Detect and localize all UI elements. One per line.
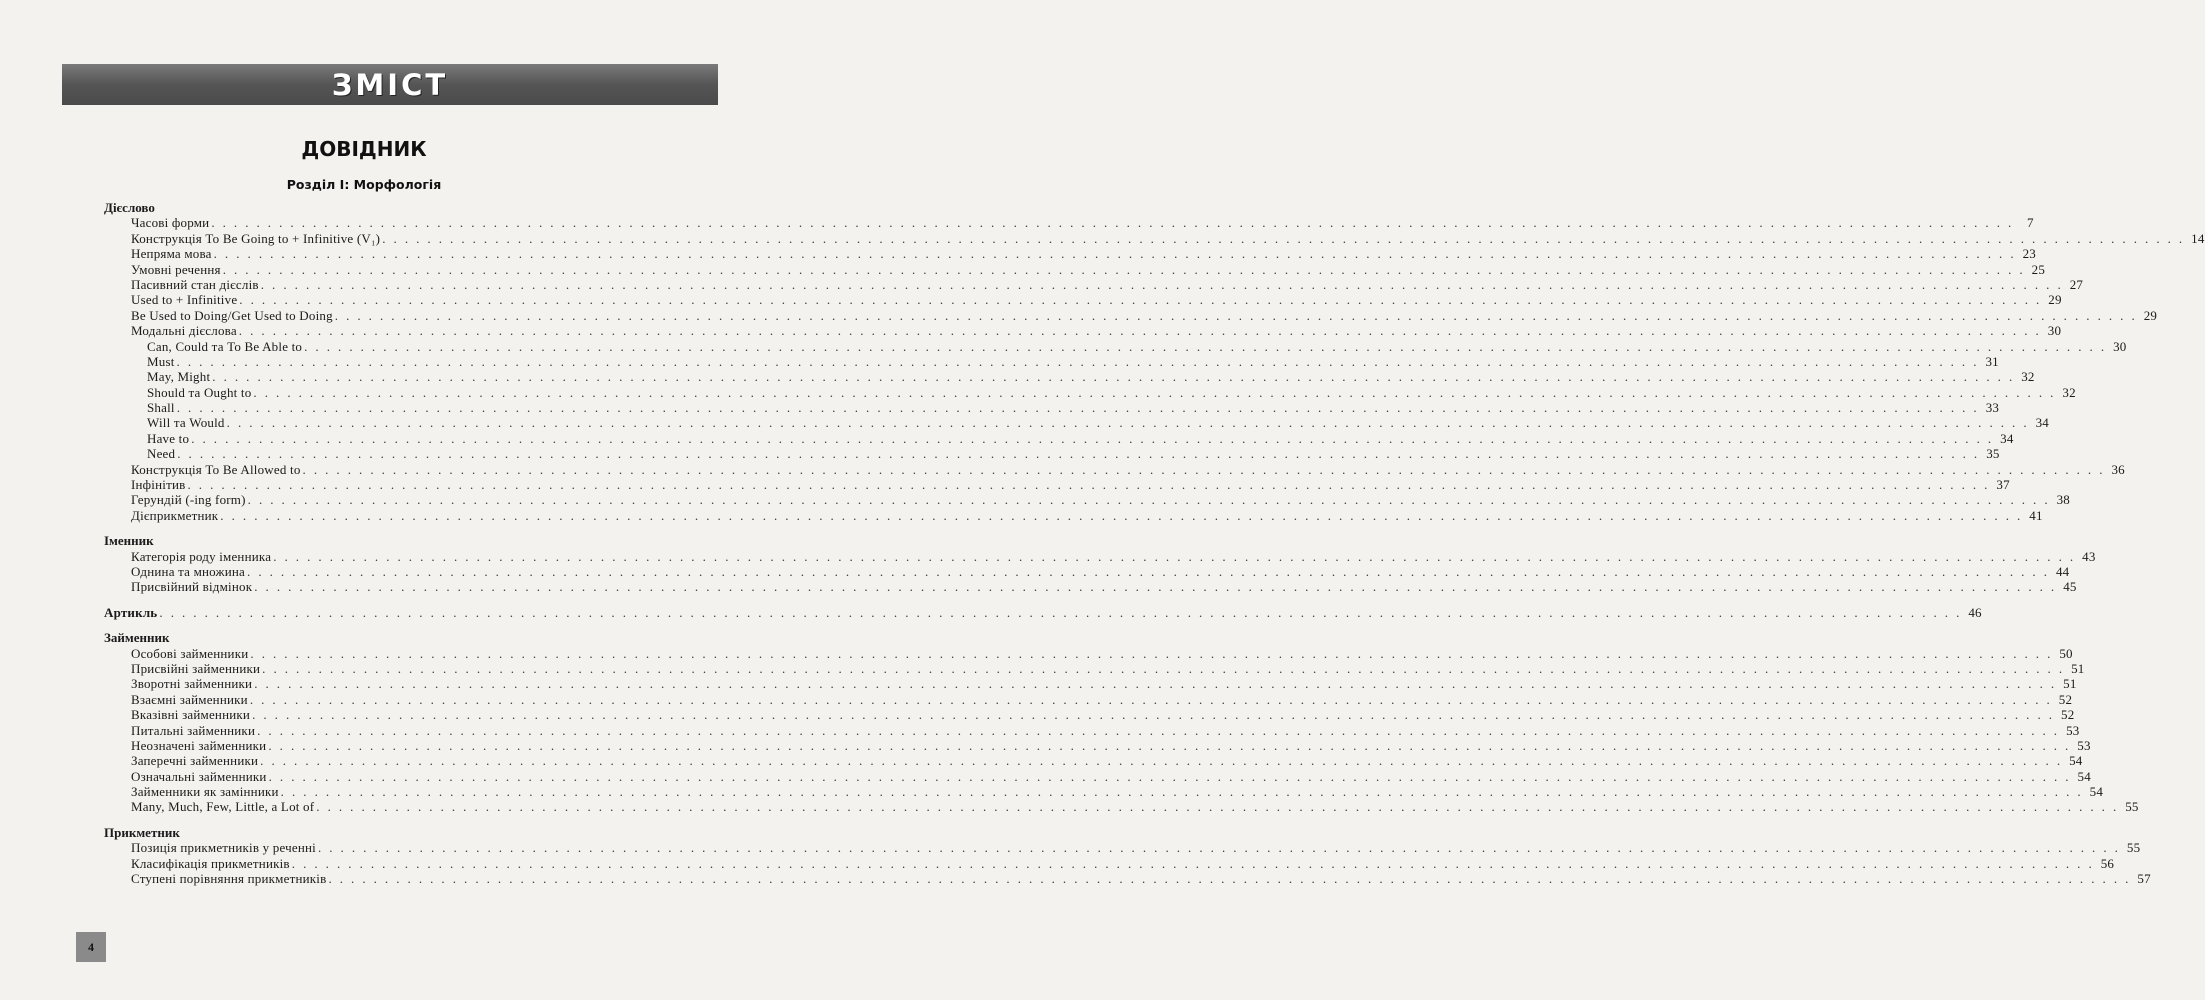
toc-entry-title: Must bbox=[147, 353, 175, 369]
toc-entry-title: Used to + Infinitive bbox=[131, 292, 238, 308]
toc-entry-title: Займенники як замінники bbox=[131, 784, 279, 800]
toc-entry-page: 46 bbox=[1968, 604, 1982, 620]
toc-entry-page: 37 bbox=[1996, 477, 2010, 493]
toc-entry-page: 54 bbox=[2069, 753, 2083, 769]
toc-entry-title: Can, Could та To Be Able to bbox=[147, 338, 303, 354]
toc-entry-title: Конструкція To Be Going to + Infinitive (V₁) bbox=[131, 230, 381, 246]
toc-entry-title: Однина та множина bbox=[131, 563, 246, 579]
toc-entry[interactable] bbox=[104, 737, 2091, 753]
toc-entry-page: 23 bbox=[2022, 246, 2036, 262]
toc-entry[interactable] bbox=[104, 768, 2091, 784]
dot-leader: . . . . . . . . . . . . . . . . . . . . . . . . . . . . . . . . . . . . . . . . . . . . . . . . . . . . . . . . . . . . . . . . . . . . . . . . . . . . . . . . . . . . . . . . . . . . . . . . . . . . . . . . . . . . . . . . . . . . . . . . . . . . . . . . . . . . . . . . . . . . . . . . . . . . . . . . . . . . . . . . bbox=[253, 384, 2056, 400]
toc-group-title: Дієслово bbox=[104, 200, 155, 215]
toc-entry-page: 32 bbox=[2062, 384, 2076, 400]
toc-entry-title: Зворотні займенники bbox=[131, 676, 253, 692]
page-title: ЗМІСТ bbox=[331, 67, 449, 102]
toc-entry-title: Shall bbox=[147, 400, 175, 416]
toc-entry[interactable] bbox=[104, 215, 2034, 231]
dot-leader: . . . . . . . . . . . . . . . . . . . . . . . . . . . . . . . . . . . . . . . . . . . . . . . . . . . . . . . . . . . . . . . . . . . . . . . . . . . . . . . . . . . . . . . . . . . . . . . . . . . . . . . . . . . . . . . . . . . . . . . . . . . . . . . . . . . . . . . . . . . . . . . . . . . . . . . . . . . . . . . . bbox=[268, 768, 2071, 784]
toc-entry-page: 35 bbox=[1986, 446, 2000, 462]
toc-entry-page: 51 bbox=[2071, 660, 2085, 676]
toc-entry-page: 52 bbox=[2061, 707, 2075, 723]
toc-entry[interactable] bbox=[104, 492, 2070, 508]
dot-leader: . . . . . . . . . . . . . . . . . . . . . . . . . . . . . . . . . . . . . . . . . . . . . . . . . . . . . . . . . . . . . . . . . . . . . . . . . . . . . . . . . . . . . . . . . . . . . . . . . . . . . . . . . . . . . . . . . . . . . . . . . . . . . . . . . . . . . . . . . . . . . . . . . . . . . . . . . . . . . . . . bbox=[268, 737, 2071, 753]
toc-entry[interactable] bbox=[104, 707, 2075, 723]
toc-entry-page: 29 bbox=[2143, 307, 2158, 323]
dot-leader: . . . . . . . . . . . . . . . . . . . . . . . . . . . . . . . . . . . . . . . . . . . . . . . . . . . . . . . . . . . . . . . . . . . . . . . . . . . . . . . . . . . . . . . . . . . . . . . . . . . . . . . . . . . . . . . . . . . . . . . . . . . . . . . . . . . . . . . . . . . . . . . . . . . . . . . . . . . . . . . . bbox=[222, 261, 2026, 277]
toc-entry-title: Питальні займенники bbox=[131, 722, 256, 738]
dot-leader: . . . . . . . . . . . . . . . . . . . . . . . . . . . . . . . . . . . . . . . . . . . . . . . . . . . . . . . . . . . . . . . . . . . . . . . . . . . . . . . . . . . . . . . . . . . . . . . . . . . . . . . . . . . . . . . . . . . . . . . . . . . . . . . . . . . . . . . . . . . . . . . . . . . . . . . . . . . . . . . . bbox=[328, 871, 2131, 887]
dot-leader: . . . . . . . . . . . . . . . . . . . . . . . . . . . . . . . . . . . . . . . . . . . . . . . . . . . . . . . . . . . . . . . . . . . . . . . . . . . . . . . . . . . . . . . . . . . . . . . . . . . . . . . . . . . . . . . . . . . . . . . . . . . . . . . . . . . . . . . . . . . . . . . . . . . . . . . . . . . . . . . . bbox=[249, 691, 2053, 707]
toc-entry[interactable] bbox=[104, 563, 2070, 579]
toc-entry-page: 31 bbox=[1985, 353, 1999, 369]
toc-entry[interactable] bbox=[104, 722, 2080, 738]
toc-entry[interactable] bbox=[104, 369, 2035, 385]
toc-group-title: Іменник bbox=[104, 533, 154, 549]
toc-group bbox=[104, 533, 2096, 595]
dot-leader: . . . . . . . . . . . . . . . . . . . . . . . . . . . . . . . . . . . . . . . . . . . . . . . . . . . . . . . . . . . . . . . . . . . . . . . . . . . . . . . . . . . . . . . . . . . . . . . . . . . . . . . . . . . . . . . . . . . . . . . . . . . . . . . . . . . . . . . . . . . . . . . . . . . . . . . . . . . . . . . . bbox=[211, 215, 2014, 231]
toc-entry-page: 54 bbox=[2077, 768, 2091, 784]
dot-leader: . . . . . . . . . . . . . . . . . . . . . . . . . . . . . . . . . . . . . . . . . . . . . . . . . . . . . . . . . . . . . . . . . . . . . . . . . . . . . . . . . . . . . . . . . . . . . . . . . . . . . . . . . . . . . . . . . . . . . . . . . . . . . . . . . . . . . . . . . . . . . . . . . . . . . . . . . . . . . . . . bbox=[382, 230, 2185, 246]
toc-entry-title: Many, Much, Few, Little, a Lot of bbox=[131, 799, 315, 815]
toc-entry-page: 25 bbox=[2031, 261, 2046, 277]
toc-entry-title: May, Might bbox=[147, 369, 211, 385]
toc-entry-title: Should та Ought to bbox=[147, 384, 252, 400]
dot-leader: . . . . . . . . . . . . . . . . . . . . . . . . . . . . . . . . . . . . . . . . . . . . . . . . . . . . . . . . . . . . . . . . . . . . . . . . . . . . . . . . . . . . . . . . . . . . . . . . . . . . . . . . . . . . . . . . . . . . . . . . . . . . . . . . . . . . . . . . . . . . . . . . . . . . . . . . . . . . . . . . bbox=[212, 369, 2015, 385]
dot-leader: . . . . . . . . . . . . . . . . . . . . . . . . . . . . . . . . . . . . . . . . . . . . . . . . . . . . . . . . . . . . . . . . . . . . . . . . . . . . . . . . . . . . . . . . . . . . . . . . . . . . . . . . . . . . . . . . . . . . . . . . . . . . . . . . . . . . . . . . . . . . . . . . . . . . . . . . . . . . . . . . bbox=[239, 292, 2042, 308]
dot-leader: . . . . . . . . . . . . . . . . . . . . . . . . . . . . . . . . . . . . . . . . . . . . . . . . . . . . . . . . . . . . . . . . . . . . . . . . . . . . . . . . . . . . . . . . . . . . . . . . . . . . . . . . . . . . . . . . . . . . . . . . . . . . . . . . . . . . . . . . . . . . . . . . . . . . . . . . . . . . . . . . bbox=[238, 323, 2042, 339]
toc-entry-title: Позиція прикметників у реченні bbox=[131, 840, 316, 856]
dot-leader: . . . . . . . . . . . . . . . . . . . . . . . . . . . . . . . . . . . . . . . . . . . . . . . . . . . . . . . . . . . . . . . . . . . . . . . . . . . . . . . . . . . . . . . . . . . . . . . . . . . . . . . . . . . . . . . . . . . . . . . . . . . . . . . . . . . . . . . . . . . . . . . . . . . . . . . . . . . . . . . . bbox=[187, 477, 1990, 493]
dot-leader: . . . . . . . . . . . . . . . . . . . . . . . . . . . . . . . . . . . . . . . . . . . . . . . . . . . . . . . . . . . . . . . . . . . . . . . . . . . . . . . . . . . . . . . . . . . . . . . . . . . . . . . . . . . . . . . . . . . . . . . . . . . . . . . . . . . . . . . . . . . . . . . . . . . . . . . . . . . . . . . . bbox=[191, 430, 1994, 446]
toc-entry[interactable] bbox=[104, 461, 2125, 477]
toc-entry-title: Герундій (-ing form) bbox=[131, 492, 246, 508]
toc-entry-page: 55 bbox=[2126, 840, 2141, 856]
toc-entry[interactable] bbox=[104, 261, 2046, 277]
toc-entry-page: 45 bbox=[2063, 579, 2077, 595]
dot-leader: . . . . . . . . . . . . . . . . . . . . . . . . . . . . . . . . . . . . . . . . . . . . . . . . . . . . . . . . . . . . . . . . . . . . . . . . . . . . . . . . . . . . . . . . . . . . . . . . . . . . . . . . . . . . . . . . . . . . . . . . . . . . . . . . . . . . . . . . . . . . . . . . . . . . . . . . . . . . . . . . bbox=[176, 353, 1979, 369]
dot-leader: . . . . . . . . . . . . . . . . . . . . . . . . . . . . . . . . . . . . . . . . . . . . . . . . . . . . . . . . . . . . . . . . . . . . . . . . . . . . . . . . . . . . . . . . . . . . . . . . . . . . . . . . . . . . . . . . . . . . . . . . . . . . . . . . . . . . . . . . . . . . . . . . . . . . . . . . . . . . . . . . bbox=[213, 246, 2016, 262]
page-number: 4 bbox=[88, 939, 94, 954]
dot-leader: . . . . . . . . . . . . . . . . . . . . . . . . . . . . . . . . . . . . . . . . . . . . . . . . . . . . . . . . . . . . . . . . . . . . . . . . . . . . . . . . . . . . . . . . . . . . . . . . . . . . . . . . . . . . . . . . . . . . . . . . . . . . . . . . . . . . . . . . . . . . . . . . . . . . . . . . . . . . . . . . bbox=[254, 676, 2057, 692]
dot-leader: . . . . . . . . . . . . . . . . . . . . . . . . . . . . . . . . . . . . . . . . . . . . . . . . . . . . . . . . . . . . . . . . . . . . . . . . . . . . . . . . . . . . . . . . . . . . . . . . . . . . . . . . . . . . . . . . . . . . . . . . . . . . . . . . . . . . . . . . . . . . . . . . . . . . . . . . . . . . . . . . bbox=[177, 446, 1980, 462]
toc-entry-title: Непряма мова bbox=[131, 246, 212, 262]
toc-entry[interactable] bbox=[104, 276, 2084, 292]
toc-entry-page: 30 bbox=[2113, 338, 2127, 354]
dot-leader: . . . . . . . . . . . . . . . . . . . . . . . . . . . . . . . . . . . . . . . . . . . . . . . . . . . . . . . . . . . . . . . . . . . . . . . . . . . . . . . . . . . . . . . . . . . . . . . . . . . . . . . . . . . . . . . . . . . . . . . . . . . . . . . . . . . . . . . . . . . . . . . . . . . . . . . . . . . . . . . . bbox=[252, 707, 2055, 723]
toc-entry-title: Означальні займенники bbox=[131, 768, 267, 784]
toc-entry-title: Заперечні займенники bbox=[131, 753, 259, 769]
toc-entry[interactable] bbox=[104, 579, 2077, 595]
toc-entry-page: 30 bbox=[2047, 323, 2062, 339]
toc-entry[interactable] bbox=[104, 323, 2062, 339]
toc-entry-title: Need bbox=[147, 446, 176, 462]
dot-leader: . . . . . . . . . . . . . . . . . . . . . . . . . . . . . . . . . . . . . . . . . . . . . . . . . . . . . . . . . . . . . . . . . . . . . . . . . . . . . . . . . . . . . . . . . . . . . . . . . . . . . . . . . . . . . . . . . . . . . . . . . . . . . . . . . . . . . . . . . . . . . . . . . . . . . . . . . . . . . . . . bbox=[273, 548, 2076, 564]
toc-entry-page: 51 bbox=[2063, 676, 2077, 692]
dot-leader: . . . . . . . . . . . . . . . . . . . . . . . . . . . . . . . . . . . . . . . . . . . . . . . . . . . . . . . . . . . . . . . . . . . . . . . . . . . . . . . . . . . . . . . . . . . . . . . . . . . . . . . . . . . . . . . . . . . . . . . . . . . . . . . . . . . . . . . . . . . . . . . . . . . . . . . . . . . . . . . . bbox=[250, 645, 2053, 661]
toc-entry-page: 44 bbox=[2055, 563, 2070, 579]
toc-entry-title: Вказівні займенники bbox=[131, 707, 251, 723]
dot-leader: . . . . . . . . . . . . . . . . . . . . . . . . . . . . . . . . . . . . . . . . . . . . . . . . . . . . . . . . . . . . . . . . . . . . . . . . . . . . . . . . . . . . . . . . . . . . . . . . . . . . . . . . . . . . . . . . . . . . . . . . . . . . . . . . . . . . . . . . . . . . . . . . . . . . . . . . . . . . . . . . bbox=[280, 784, 2084, 800]
table-of-contents bbox=[104, 200, 2205, 896]
dot-leader: . . . . . . . . . . . . . . . . . . . . . . . . . . . . . . . . . . . . . . . . . . . . . . . . . . . . . . . . . . . . . . . . . . . . . . . . . . . . . . . . . . . . . . . . . . . . . . . . . . . . . . . . . . . . . . . . . . . . . . . . . . . . . . . . . . . . . . . . . . . . . . . . . . . . . . . . . . . . . . . . bbox=[176, 400, 1980, 416]
toc-group bbox=[104, 604, 1982, 620]
toc-entry-page: 32 bbox=[2021, 369, 2035, 385]
dot-leader: . . . . . . . . . . . . . . . . . . . . . . . . . . . . . . . . . . . . . . . . . . . . . . . . . . . . . . . . . . . . . . . . . . . . . . . . . . . . . . . . . . . . . . . . . . . . . . . . . . . . . . . . . . . . . . . . . . . . . . . . . . . . . . . . . . . . . . . . . . . . . . . . . . . . . . . . . . . . . . . . bbox=[247, 563, 2050, 579]
dot-leader: . . . . . . . . . . . . . . . . . . . . . . . . . . . . . . . . . . . . . . . . . . . . . . . . . . . . . . . . . . . . . . . . . . . . . . . . . . . . . . . . . . . . . . . . . . . . . . . . . . . . . . . . . . . . . . . . . . . . . . . . . . . . . . . . . . . . . . . . . . . . . . . . . . . . . . . . . . . . . . . . bbox=[262, 660, 2065, 676]
dot-leader: . . . . . . . . . . . . . . . . . . . . . . . . . . . . . . . . . . . . . . . . . . . . . . . . . . . . . . . . . . . . . . . . . . . . . . . . . . . . . . . . . . . . . . . . . . . . . . . . . . . . . . . . . . . . . . . . . . . . . . . . . . . . . . . . . . . . . . . . . . . . . . . . . . . . . . . . . . . . . . . . bbox=[302, 461, 2105, 477]
toc-entry-page: 53 bbox=[2066, 722, 2080, 738]
toc-entry[interactable] bbox=[104, 855, 2115, 871]
dot-leader: . . . . . . . . . . . . . . . . . . . . . . . . . . . . . . . . . . . . . . . . . . . . . . . . . . . . . . . . . . . . . . . . . . . . . . . . . . . . . . . . . . . . . . . . . . . . . . . . . . . . . . . . . . . . . . . . . . . . . . . . . . . . . . . . . . . . . . . . . . . . . . . . . . . . . . . . . . . . . . . . bbox=[317, 840, 2121, 856]
toc-entry[interactable] bbox=[104, 430, 2014, 446]
toc-entry-page: 33 bbox=[1985, 400, 2000, 416]
toc-entry[interactable] bbox=[104, 840, 2141, 856]
toc-entry[interactable] bbox=[104, 799, 2139, 815]
toc-entry-title: Have to bbox=[147, 430, 190, 446]
toc-entry-page: 27 bbox=[2069, 276, 2084, 292]
toc-entry-page: 38 bbox=[2056, 492, 2070, 508]
dot-leader: . . . . . . . . . . . . . . . . . . . . . . . . . . . . . . . . . . . . . . . . . . . . . . . . . . . . . . . . . . . . . . . . . . . . . . . . . . . . . . . . . . . . . . . . . . . . . . . . . . . . . . . . . . . . . . . . . . . . . . . . . . . . . . . . . . . . . . . . . . . . . . . . . . . . . . . . . . . . . . . . bbox=[291, 855, 2095, 871]
toc-entry[interactable] bbox=[104, 246, 2036, 262]
toc-entry-title: Be Used to Doing/Get Used to Doing bbox=[131, 307, 333, 323]
toc-entry[interactable] bbox=[104, 230, 2205, 246]
toc-entry-page: 50 bbox=[2059, 645, 2073, 661]
toc-entry[interactable] bbox=[104, 446, 2000, 462]
toc-entry[interactable] bbox=[104, 415, 2049, 431]
dot-leader: . . . . . . . . . . . . . . . . . . . . . . . . . . . . . . . . . . . . . . . . . . . . . . . . . . . . . . . . . . . . . . . . . . . . . . . . . . . . . . . . . . . . . . . . . . . . . . . . . . . . . . . . . . . . . . . . . . . . . . . . . . . . . . . . . . . . . . . . . . . . . . . . . . . . . . . . . . . . . . . . bbox=[159, 604, 1962, 620]
toc-entry-page: 29 bbox=[2048, 292, 2062, 308]
toc-entry-title: Умовні речення bbox=[131, 261, 221, 277]
toc-entry-title: Присвійний відмінок bbox=[131, 579, 253, 595]
dot-leader: . . . . . . . . . . . . . . . . . . . . . . . . . . . . . . . . . . . . . . . . . . . . . . . . . . . . . . . . . . . . . . . . . . . . . . . . . . . . . . . . . . . . . . . . . . . . . . . . . . . . . . . . . . . . . . . . . . . . . . . . . . . . . . . . . . . . . . . . . . . . . . . . . . . . . . . . . . . . . . . . bbox=[316, 799, 2119, 815]
toc-entry[interactable] bbox=[104, 691, 2073, 707]
toc-entry-title: Категорія роду іменника bbox=[131, 548, 272, 564]
toc-entry-page: 14 bbox=[2191, 230, 2205, 246]
toc-group bbox=[104, 630, 2139, 815]
dot-leader: . . . . . . . . . . . . . . . . . . . . . . . . . . . . . . . . . . . . . . . . . . . . . . . . . . . . . . . . . . . . . . . . . . . . . . . . . . . . . . . . . . . . . . . . . . . . . . . . . . . . . . . . . . . . . . . . . . . . . . . . . . . . . . . . . . . . . . . . . . . . . . . . . . . . . . . . . . . . . . . . bbox=[260, 753, 2063, 769]
toc-entry[interactable] bbox=[104, 338, 2127, 354]
toc-entry-title: Артикль bbox=[104, 604, 158, 620]
dot-leader: . . . . . . . . . . . . . . . . . . . . . . . . . . . . . . . . . . . . . . . . . . . . . . . . . . . . . . . . . . . . . . . . . . . . . . . . . . . . . . . . . . . . . . . . . . . . . . . . . . . . . . . . . . . . . . . . . . . . . . . . . . . . . . . . . . . . . . . . . . . . . . . . . . . . . . . . . . . . . . . . bbox=[257, 722, 2060, 738]
toc-entry[interactable] bbox=[104, 660, 2085, 676]
toc-entry[interactable] bbox=[104, 753, 2083, 769]
toc-entry-title: Інфінітив bbox=[131, 477, 186, 493]
toc-entry-title: Неозначені займенники bbox=[131, 737, 267, 753]
toc-entry-page: 54 bbox=[2089, 784, 2104, 800]
toc-entry-title: Класифікація прикметників bbox=[131, 855, 290, 871]
toc-entry-page: 55 bbox=[2125, 799, 2139, 815]
toc-group-title: Прикметник bbox=[104, 824, 180, 840]
toc-entry-title: Часові форми bbox=[131, 215, 210, 231]
toc-group-title: Займенник bbox=[104, 630, 170, 646]
toc-entry[interactable] bbox=[104, 353, 1999, 369]
toc-entry-title: Взаємні займенники bbox=[131, 691, 248, 707]
toc-entry-title: Дієприкметник bbox=[131, 507, 219, 523]
dot-leader: . . . . . . . . . . . . . . . . . . . . . . . . . . . . . . . . . . . . . . . . . . . . . . . . . . . . . . . . . . . . . . . . . . . . . . . . . . . . . . . . . . . . . . . . . . . . . . . . . . . . . . . . . . . . . . . . . . . . . . . . . . . . . . . . . . . . . . . . . . . . . . . . . . . . . . . . . . . . . . . . bbox=[260, 276, 2064, 292]
contents-banner bbox=[62, 64, 718, 105]
toc-entry-page: 53 bbox=[2077, 737, 2091, 753]
toc-entry[interactable] bbox=[104, 307, 2158, 323]
toc-entry[interactable] bbox=[104, 604, 1982, 620]
page-number-badge bbox=[76, 932, 106, 962]
toc-entry-page: 34 bbox=[2000, 430, 2014, 446]
toc-entry-page: 34 bbox=[2035, 415, 2049, 431]
toc-entry[interactable] bbox=[104, 645, 2073, 661]
toc-group bbox=[104, 824, 2151, 887]
toc-entry-page: 52 bbox=[2058, 691, 2073, 707]
toc-group bbox=[104, 200, 2205, 523]
toc-entry-page: 56 bbox=[2100, 855, 2115, 871]
toc-entry[interactable] bbox=[104, 292, 2062, 308]
section-title: Розділ I: Морфологія bbox=[286, 177, 442, 192]
toc-entry-title: Модальні дієслова bbox=[131, 323, 237, 339]
toc-entry[interactable] bbox=[104, 871, 2151, 887]
toc-entry[interactable] bbox=[104, 548, 2096, 564]
toc-entry-title: Пасивний стан дієслів bbox=[131, 276, 259, 292]
toc-entry-title: Will та Would bbox=[147, 415, 225, 431]
dot-leader: . . . . . . . . . . . . . . . . . . . . . . . . . . . . . . . . . . . . . . . . . . . . . . . . . . . . . . . . . . . . . . . . . . . . . . . . . . . . . . . . . . . . . . . . . . . . . . . . . . . . . . . . . . . . . . . . . . . . . . . . . . . . . . . . . . . . . . . . . . . . . . . . . . . . . . . . . . . . . . . . bbox=[304, 338, 2107, 354]
toc-entry-page: 57 bbox=[2137, 871, 2151, 887]
dot-leader: . . . . . . . . . . . . . . . . . . . . . . . . . . . . . . . . . . . . . . . . . . . . . . . . . . . . . . . . . . . . . . . . . . . . . . . . . . . . . . . . . . . . . . . . . . . . . . . . . . . . . . . . . . . . . . . . . . . . . . . . . . . . . . . . . . . . . . . . . . . . . . . . . . . . . . . . . . . . . . . . bbox=[226, 415, 2029, 431]
toc-entry-page: 7 bbox=[2026, 215, 2034, 231]
toc-entry[interactable] bbox=[104, 477, 2010, 493]
toc-entry[interactable] bbox=[104, 400, 2000, 416]
toc-entry-title: Присвійні займенники bbox=[131, 660, 261, 676]
toc-entry-page: 41 bbox=[2029, 507, 2043, 523]
toc-entry[interactable] bbox=[104, 384, 2076, 400]
toc-entry-title: Ступені порівняння прикметників bbox=[131, 871, 327, 887]
toc-entry[interactable] bbox=[104, 507, 2043, 523]
handbook-title: ДОВІДНИК bbox=[301, 137, 427, 161]
dot-leader: . . . . . . . . . . . . . . . . . . . . . . . . . . . . . . . . . . . . . . . . . . . . . . . . . . . . . . . . . . . . . . . . . . . . . . . . . . . . . . . . . . . . . . . . . . . . . . . . . . . . . . . . . . . . . . . . . . . . . . . . . . . . . . . . . . . . . . . . . . . . . . . . . . . . . . . . . . . . . . . . bbox=[220, 507, 2023, 523]
dot-leader: . . . . . . . . . . . . . . . . . . . . . . . . . . . . . . . . . . . . . . . . . . . . . . . . . . . . . . . . . . . . . . . . . . . . . . . . . . . . . . . . . . . . . . . . . . . . . . . . . . . . . . . . . . . . . . . . . . . . . . . . . . . . . . . . . . . . . . . . . . . . . . . . . . . . . . . . . . . . . . . . bbox=[254, 579, 2057, 595]
toc-entry-page: 43 bbox=[2082, 548, 2096, 564]
toc-entry-title: Конструкція To Be Allowed to bbox=[131, 461, 301, 477]
dot-leader: . . . . . . . . . . . . . . . . . . . . . . . . . . . . . . . . . . . . . . . . . . . . . . . . . . . . . . . . . . . . . . . . . . . . . . . . . . . . . . . . . . . . . . . . . . . . . . . . . . . . . . . . . . . . . . . . . . . . . . . . . . . . . . . . . . . . . . . . . . . . . . . . . . . . . . . . . . . . . . . . bbox=[247, 492, 2050, 508]
toc-entry[interactable] bbox=[104, 676, 2077, 692]
toc-entry-title: Особові займенники bbox=[131, 645, 249, 661]
dot-leader: . . . . . . . . . . . . . . . . . . . . . . . . . . . . . . . . . . . . . . . . . . . . . . . . . . . . . . . . . . . . . . . . . . . . . . . . . . . . . . . . . . . . . . . . . . . . . . . . . . . . . . . . . . . . . . . . . . . . . . . . . . . . . . . . . . . . . . . . . . . . . . . . . . . . . . . . . . . . . . . . bbox=[334, 307, 2138, 323]
toc-entry[interactable] bbox=[104, 784, 2104, 800]
toc-entry-page: 36 bbox=[2111, 461, 2125, 477]
